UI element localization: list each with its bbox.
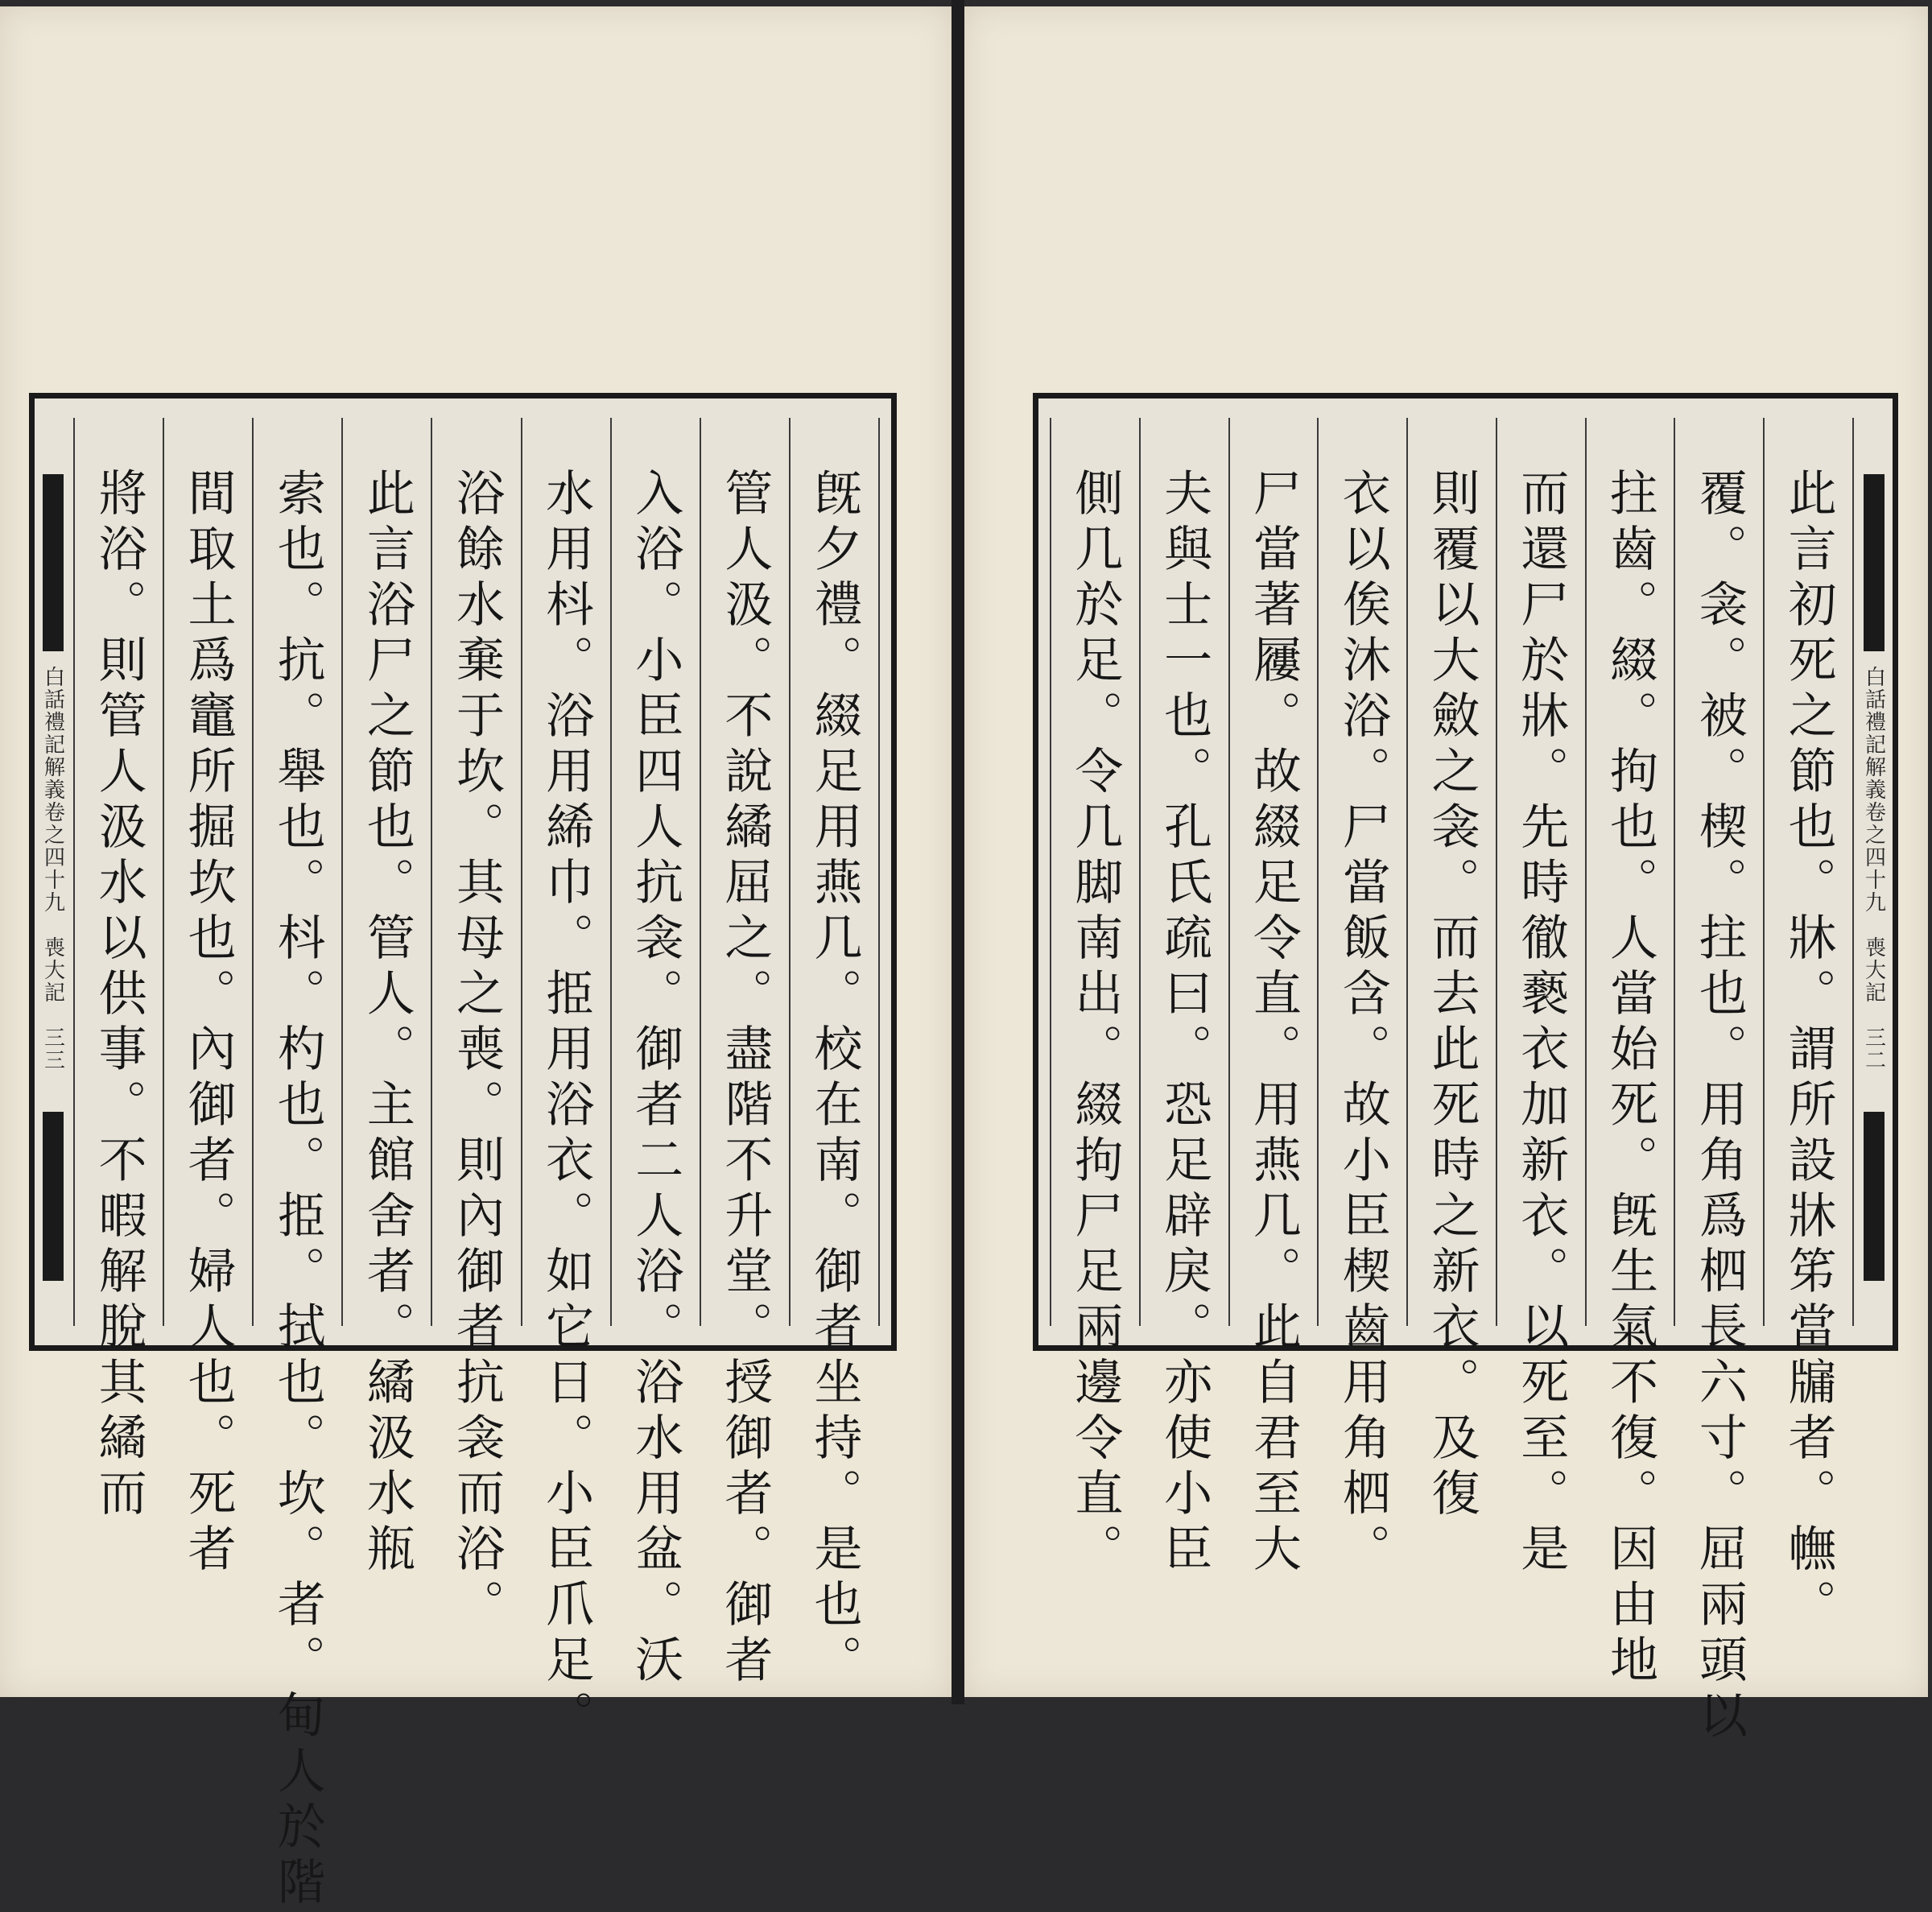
column-text: 側几於足。令几脚南出。綴拘尸足兩邊令直。 [1067,468,1124,1579]
text-column [1228,418,1318,1579]
left-text-frame [29,393,897,1912]
text-column [1050,418,1139,1579]
column-text: 覆。衾。被。楔。拄也。用角爲柶長六寸。屈兩頭以 [1690,468,1748,1745]
text-column [1317,418,1406,1579]
right-page-center-strip [1859,418,1889,1326]
text-column [73,418,163,1523]
column-text: 拄齒。綴。拘也。人當始死。旣生氣不復。因由地 [1602,468,1659,1690]
fish-tail-ornament [1864,474,1885,651]
column-text: 而還尸於牀。先時徹褻衣加新衣。以死至。是 [1513,468,1570,1579]
fish-tail-ornament [43,1112,64,1281]
text-column [700,418,789,1690]
text-column [1496,418,1585,1579]
right-page [964,6,1928,1745]
column-text: 旣夕禮。綴足用燕几。校在南。御者坐持。是也。 [806,468,863,1690]
column-text: 將浴。則管人汲水以供事。不暇解脫其繘而 [90,468,147,1523]
text-column [1674,418,1763,1745]
column-text: 尸當著屨。故綴足令直。用燕几。此自君至大 [1245,468,1302,1579]
text-column [341,418,431,1579]
left-page-book-title: 白話禮記解義卷之四十九 喪大記 三三 [40,666,65,1072]
text-column [163,418,252,1579]
text-column [1139,418,1228,1579]
left-text-columns [73,418,880,1912]
right-text-columns [1050,418,1854,1745]
text-column [610,418,700,1690]
text-column [1406,418,1496,1523]
column-text: 水用枓。浴用絺巾。挋用浴衣。如它日。小臣爪足。 [538,468,595,1745]
column-text: 夫與士一也。孔氏疏曰。恐足辟戾。亦使小臣 [1156,468,1213,1579]
text-column [521,418,610,1745]
column-text: 此言浴尸之節也。管人。主館舍者。繘汲水瓶 [358,468,415,1579]
column-text: 衣以俟沐浴。尸當飯含。故小臣楔齒用角柶。 [1334,468,1391,1579]
column-text: 此言初死之節也。牀。謂所設牀笫當牖者。幠。 [1780,468,1837,1634]
fish-tail-ornament [1864,1112,1885,1281]
column-text: 間取土爲竈所掘坎也。內御者。婦人也。死者 [180,468,237,1579]
text-column [431,418,520,1634]
column-text: 管人汲。不說繘屈之。盡階不升堂。授御者。御者 [716,468,774,1690]
column-text: 入浴。小臣四人抗衾。御者二人浴。浴水用盆。沃 [627,468,684,1690]
text-column [252,418,341,1912]
right-text-frame [1033,393,1898,1745]
text-column [789,418,880,1690]
left-page [0,6,952,1912]
text-column [1585,418,1674,1690]
fish-tail-ornament [43,474,64,651]
column-text: 索也。抗。舉也。枓。杓也。挋。拭也。坎。者。甸人於階 [269,468,326,1912]
right-page-book-title: 白話禮記解義卷之四十九 喪大記 三二 [1861,666,1886,1072]
column-text: 浴餘水棄于坎。其母之喪。則內御者抗衾而浴。 [448,468,505,1634]
column-text: 則覆以大斂之衾。而去此死時之新衣。及復 [1423,468,1480,1523]
text-column [1763,418,1854,1634]
book-gutter [952,0,964,1704]
left-page-center-strip [38,418,68,1326]
